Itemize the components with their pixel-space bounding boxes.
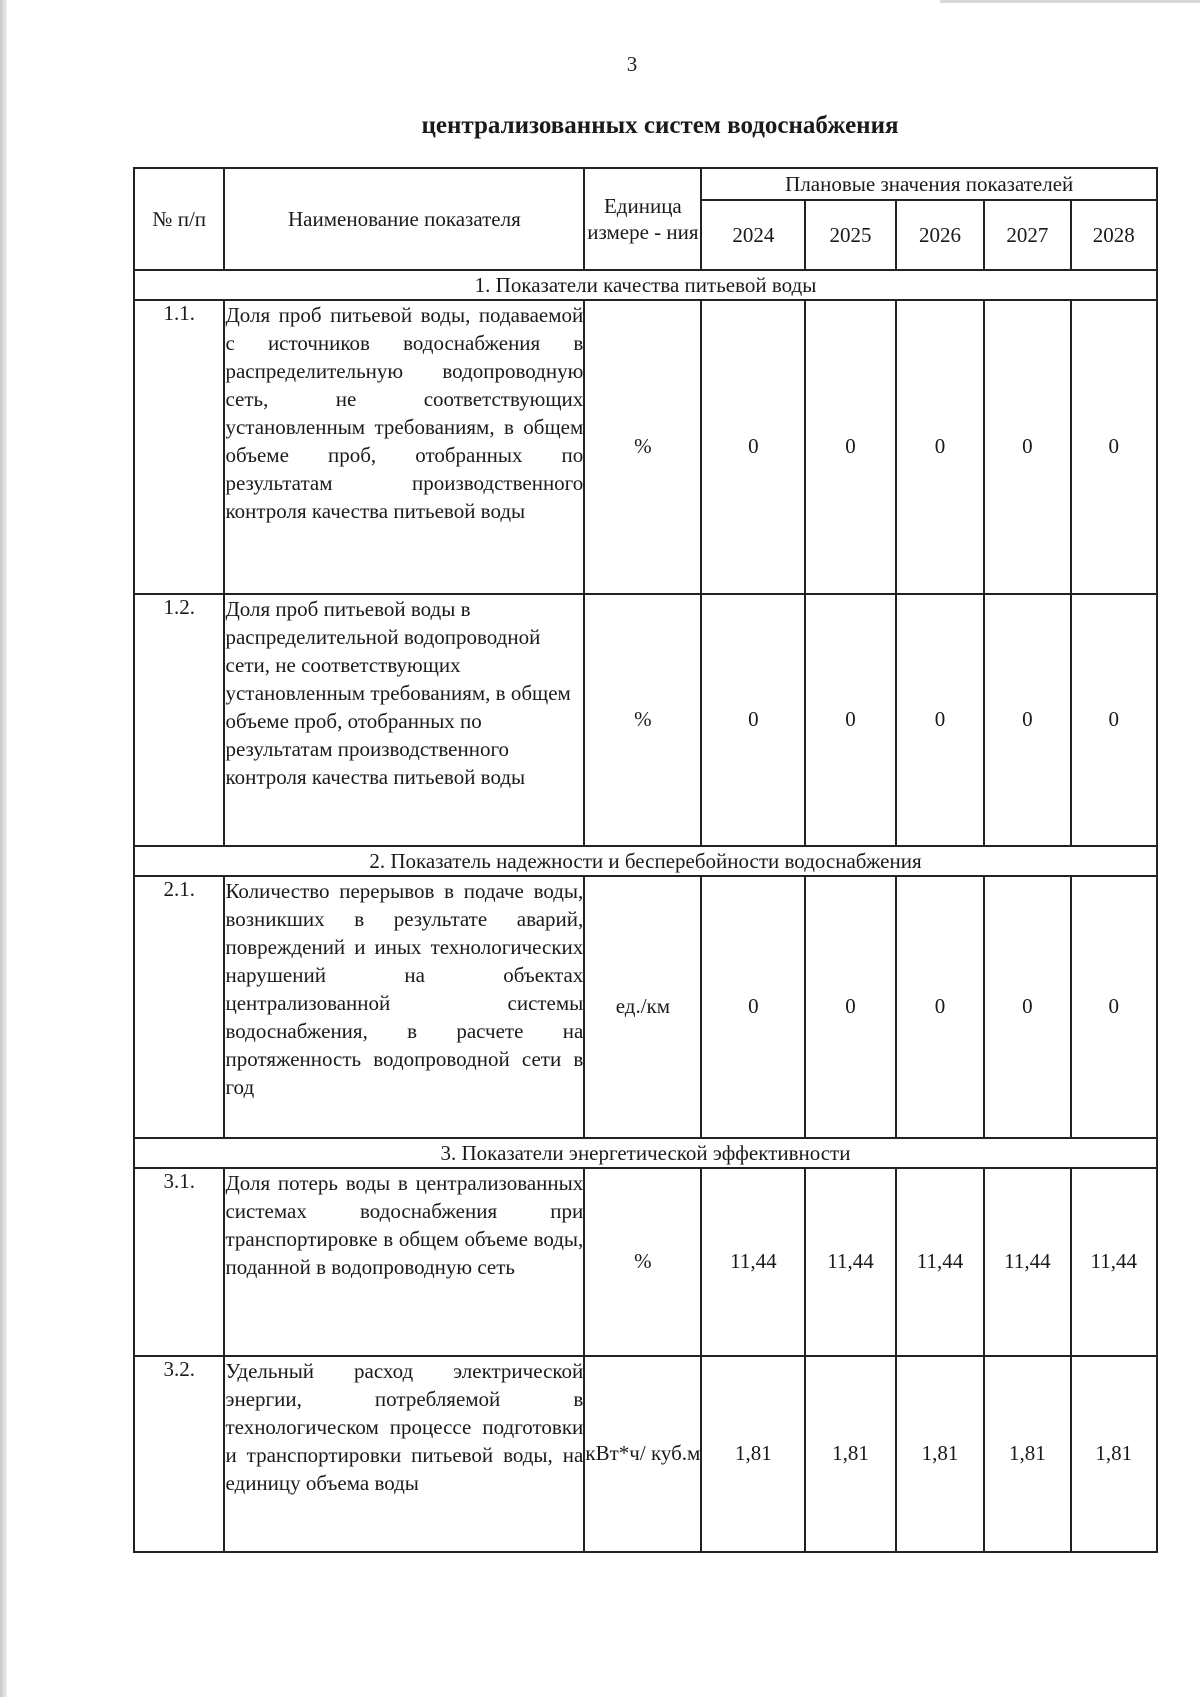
section-title: 2. Показатель надежности и бесперебойности водоснабжения [134,846,1157,876]
row-value: 0 [984,594,1070,846]
header-year: 2025 [805,200,895,270]
header-unit: Единица измере - ния [584,168,701,270]
row-value: 0 [805,300,895,594]
row-value: 1,81 [1071,1356,1157,1552]
row-value: 0 [984,300,1070,594]
row-value: 0 [1071,300,1157,594]
row-value: 0 [1071,594,1157,846]
header-year: 2026 [896,200,984,270]
row-name: Доля проб питьевой воды в распределительной водопроводной сети, не соответствующих установленным требованиям, в общем объеме проб, отобранных по результатам производственного контроля качества питьевой воды [224,594,584,846]
row-num: 3.1. [134,1168,224,1356]
row-value: 0 [701,594,805,846]
row-value: 0 [805,594,895,846]
row-value: 11,44 [1071,1168,1157,1356]
row-unit: % [584,300,701,594]
row-name: Количество перерывов в подаче воды, возникших в результате аварий, повреждений и иных технологических нарушений на объектах централизованной системы водоснабжения, в расчете на протяженность водопроводной сети в год [224,876,584,1138]
row-value: 0 [805,876,895,1138]
row-value: 0 [1071,876,1157,1138]
section-title: 3. Показатели энергетической эффективности [134,1138,1157,1168]
section-row [134,1138,1157,1168]
row-name: Удельный расход электрической энергии, потребляемой в технологическом процессе подготовки и транспортировки питьевой воды, на единицу объема воды [224,1356,584,1552]
row-value: 0 [984,876,1070,1138]
row-num: 1.1. [134,300,224,594]
row-num: 3.2. [134,1356,224,1552]
row-value: 1,81 [984,1356,1070,1552]
indicators-table [133,167,1158,1553]
section-title: 1. Показатели качества питьевой воды [134,270,1157,300]
row-value: 0 [701,876,805,1138]
header-year: 2024 [701,200,805,270]
table-row [134,1356,1157,1552]
row-value: 0 [896,876,984,1138]
row-value: 1,81 [805,1356,895,1552]
row-num: 2.1. [134,876,224,1138]
row-value: 0 [896,300,984,594]
row-unit: ед./км [584,876,701,1138]
scan-left-edge [0,0,7,1697]
row-unit: % [584,1168,701,1356]
page-title: централизованных систем водоснабжения [421,112,899,139]
row-value: 11,44 [984,1168,1070,1356]
section-row [134,270,1157,300]
row-value: 1,81 [896,1356,984,1552]
row-num: 1.2. [134,594,224,846]
row-name: Доля потерь воды в централизованных системах водоснабжения при транспортировке в общем объеме воды, поданной в водопроводную сеть [224,1168,584,1356]
row-value: 11,44 [701,1168,805,1356]
row-value: 0 [701,300,805,594]
row-value: 0 [896,594,984,846]
header-num: № п/п [134,168,224,270]
header-year: 2028 [1071,200,1157,270]
row-unit: кВт*ч/ куб.м [584,1356,701,1552]
row-value: 11,44 [896,1168,984,1356]
table-header [134,168,1157,270]
header-name: Наименование показателя [224,168,584,270]
scan-top-edge [940,0,1200,3]
table-body [134,270,1157,1552]
header-year: 2027 [984,200,1070,270]
header-plan: Плановые значения показателей [701,168,1157,200]
row-value: 11,44 [805,1168,895,1356]
table-row [134,876,1157,1138]
table-row [134,1168,1157,1356]
row-unit: % [584,594,701,846]
row-name: Доля проб питьевой воды, подаваемой с источников водоснабжения в распределительную водопроводную сеть, не соответствующих установленным требованиям, в общем объеме проб, отобранных по результатам производственного контроля качества питьевой воды [224,300,584,594]
table-row [134,594,1157,846]
row-value: 1,81 [701,1356,805,1552]
page-number: 3 [626,52,638,76]
section-row [134,846,1157,876]
table-row [134,300,1157,594]
